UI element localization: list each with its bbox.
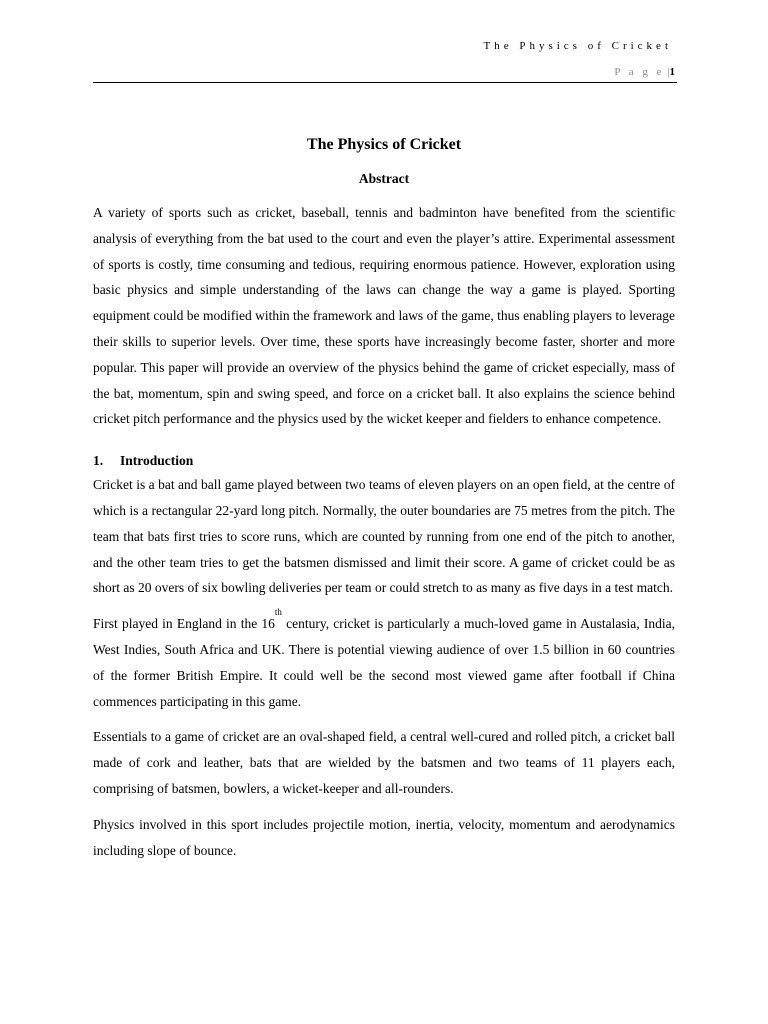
page-label: P a g e [614,66,665,78]
header-rule [93,82,677,83]
page-title: The Physics of Cricket [306,136,462,153]
page-number: 1 [669,66,675,78]
abstract-heading: Abstract [358,171,410,186]
intro-paragraph-4: Physics involved in this sport includes projectile motion, inertia, velocity, momentum and aerodynamics including slope of bounce. [93,816,675,858]
section-title: Introduction [120,453,194,469]
abstract-paragraph: A variety of sports such as cricket, baseball, tennis and badminton have benefited from the scientific analysis of everything from the bat used to the court and even the player’s attire. Experimental assessment of sports is costly, time consuming and tedious, requiring enormous patience. However, exploration using basic physics and simple understanding of the laws can change the way a game is played. Sporting equipment could be modified within the framework and laws of the game, thus enabling players to leverage their skills to superior levels. Over time, these sports have increasingly become faster, shorter and more popular. This paper will provide an overview of the physics behind the game of cricket especially, mass of the bat, momentum, spin and swing speed, and force on a cricket ball. It also explains the science behind cricket pitch performance and the physics used by the wicket keeper and fielders to enhance competence. [93,205,675,427]
intro-p2-start: First played in England in the 16 [93,616,275,632]
running-header-title: The Physics of Cricket [483,40,672,52]
page-number-label [614,66,675,78]
page-separator: | [667,66,670,78]
document-body [93,134,675,873]
intro-paragraph-2 [93,607,675,714]
intro-paragraph-3: Essentials to a game of cricket are an oval-shaped field, a central well-cured and rolled pitch, a cricket ball made of cork and leather, bats that are wielded by the batsmen and two teams of 11 players each, comprising of batsmen, bowlers, a wicket-keeper and all-rounders. [93,729,675,796]
section-number: 1. [93,453,104,469]
intro-paragraph-1: Cricket is a bat and ball game played between two teams of eleven players on an open field, at the centre of which is a rectangular 22-yard long pitch. Normally, the outer boundaries are 75 metres from the pitch. The team that bats first tries to score runs, which are counted by running from one end of the pitch to another, and the other team tries to get the batsmen dismissed and limit their score. A game of cricket could be as short as 20 overs of six bowling deliveries per team or could stretch to as many as five days in a test match. [93,477,675,596]
section-heading-introduction [93,450,675,472]
intro-p2-rest: century, cricket is particularly a much-loved game in Austalasia, India, West Indies, South Africa and UK. There is potential viewing audience of over 1.5 billion in 60 countries of the former British Empire. It could well be the second most viewed game after football if China commences participating in this game. [93,616,675,709]
ordinal-superscript: th [274,607,282,618]
